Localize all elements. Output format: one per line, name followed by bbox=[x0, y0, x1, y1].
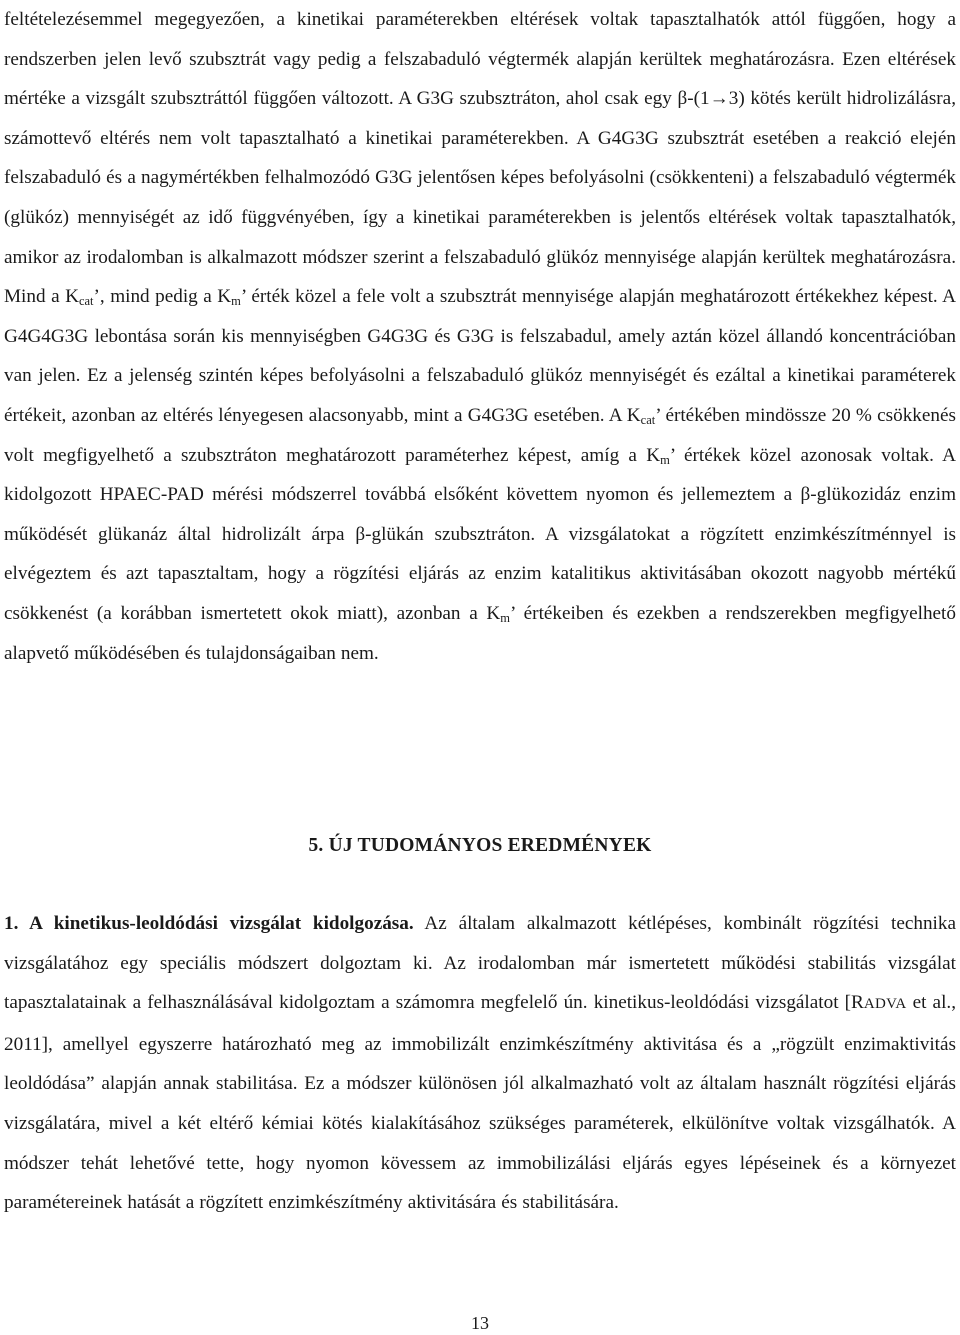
page-number: 13 bbox=[471, 1313, 489, 1333]
result-lead: 1. A kinetikus-leoldódási vizsgálat kidolgozása. bbox=[4, 913, 414, 934]
text-run: ’ értékeiben és ezekben a rendszerekben megfigyelhető alapvető működésében és tulajdonságaiban nem. bbox=[4, 602, 956, 664]
results-block bbox=[4, 904, 956, 1223]
subscript-m: m bbox=[500, 610, 511, 625]
subscript-m: m bbox=[231, 294, 241, 309]
text-run: ’, mind pedig a K bbox=[93, 286, 232, 308]
subscript-cat: cat bbox=[640, 412, 656, 427]
author-small-caps: ADVA bbox=[863, 996, 907, 1013]
subscript-cat: cat bbox=[78, 294, 94, 309]
text-run: et al., 2011], amellyel egyszerre határozható meg az immobilizált enzimkészítmény aktivitása és a „rögzült enzimaktivitás leoldódása” alapján annak stabilitása. Ez a módszer különösen jól alkalmazható volt az általam használt rögzítési eljárás vizsgálatára, mivel a két eltérő kémiai kötés kialakításához szükséges paraméterek, elkülönítve voltak vizsgálhatók. A módszer tehát lehetővé tette, hogy nyomon kövessem az immobilizálási eljárás egyes lépéseinek és a környezet paramétereinek hatását a rögzített enzimkészítmény aktivitására és stabilitására. bbox=[4, 992, 956, 1214]
text-run: feltételezésemmel megegyezően, a kinetikai paraméterekben eltérések voltak tapasztalhatók attól függően, hogy a rendszerben jelen levő szubsztrát vagy pedig a felszabaduló végtermék alapján kerültek meghatározásra. Ezen eltérések mértéke a vizsgált szubsztráttól függően változott. A G3G szubsztráton, ahol csak egy β-(1→3) kötés került hidrolizálásra, számottevő eltérés nem volt tapasztalható a kinetikai paraméterekben. A G4G3G szubsztrát esetében a reakció elején felszabaduló és a nagymértékben felhalmozódó G3G jelentősen képes befolyásolni (csökkenteni) a felszabaduló végtermék (glükóz) mennyiségét az idő függvényében, így a kinetikai paraméterekben is jelentős eltérések voltak tapasztalhatók, amikor az irodalomban is alkalmazott módszer szerint a felszabaduló glükóz mennyisége alapján kerültek meghatározásra. Mind a K bbox=[4, 9, 956, 308]
section-heading: 5. ÚJ TUDOMÁNYOS EREDMÉNYEK bbox=[308, 835, 652, 856]
page-footer bbox=[0, 1312, 960, 1334]
paragraph-result-1 bbox=[4, 904, 956, 1223]
text-run: ’ érték közel a fele volt a szubsztrát mennyisége alapján meghatározott értékekhez képest. A G4G4G3G lebontása során kis mennyiségben G4G3G és G3G is felszabadul, amely aztán közel állandó koncentrációban van jelen. Ez a jelenség szintén képes befolyásolni a felszabaduló glükóz mennyiségét és ezáltal a kinetikai paraméterek értékeit, azonban az eltérés lényegesen alacsonyabb, mint a G4G3G esetében. A K bbox=[4, 286, 956, 426]
text-run: Az általam alkalmazott kétlépéses, kombinált rögzítési technika vizsgálatához egy speciális módszert dolgoztam ki. Az irodalomban már ismertetett működési stabilitás vizsgálat tapasztalatainak a felhasználásával kidolgoztam a számomra megfelelő ún. kinetikus-leoldódási vizsgálatot [R bbox=[4, 913, 956, 1014]
text-run: ’ értékek közel azonosak voltak. A kidolgozott HPAEC-PAD mérési módszerrel továbbá elsőként követtem nyomon és jellemeztem a β-glükozidáz enzim működését glükanáz által hidrolizált árpa β-glükán szubsztráton. A vizsgálatokat a rögzített enzimkészítménnyel is elvégeztem és azt tapasztaltam, hogy a rögzítési eljárás az enzim katalitikus aktivitásában okozott nagyobb mértékű csökkenést (a korábban ismertetett okok miatt), azonban a K bbox=[4, 444, 957, 624]
text-run: ’ értékében mindössze 20 % csökkenés volt megfigyelhető a szubsztráton meghatározott paraméterhez képest, amíg a K bbox=[4, 404, 956, 466]
subscript-m: m bbox=[660, 452, 670, 467]
section-heading-block bbox=[4, 826, 956, 866]
paragraph-kinetics bbox=[4, 0, 956, 673]
body-text-block bbox=[4, 0, 956, 673]
